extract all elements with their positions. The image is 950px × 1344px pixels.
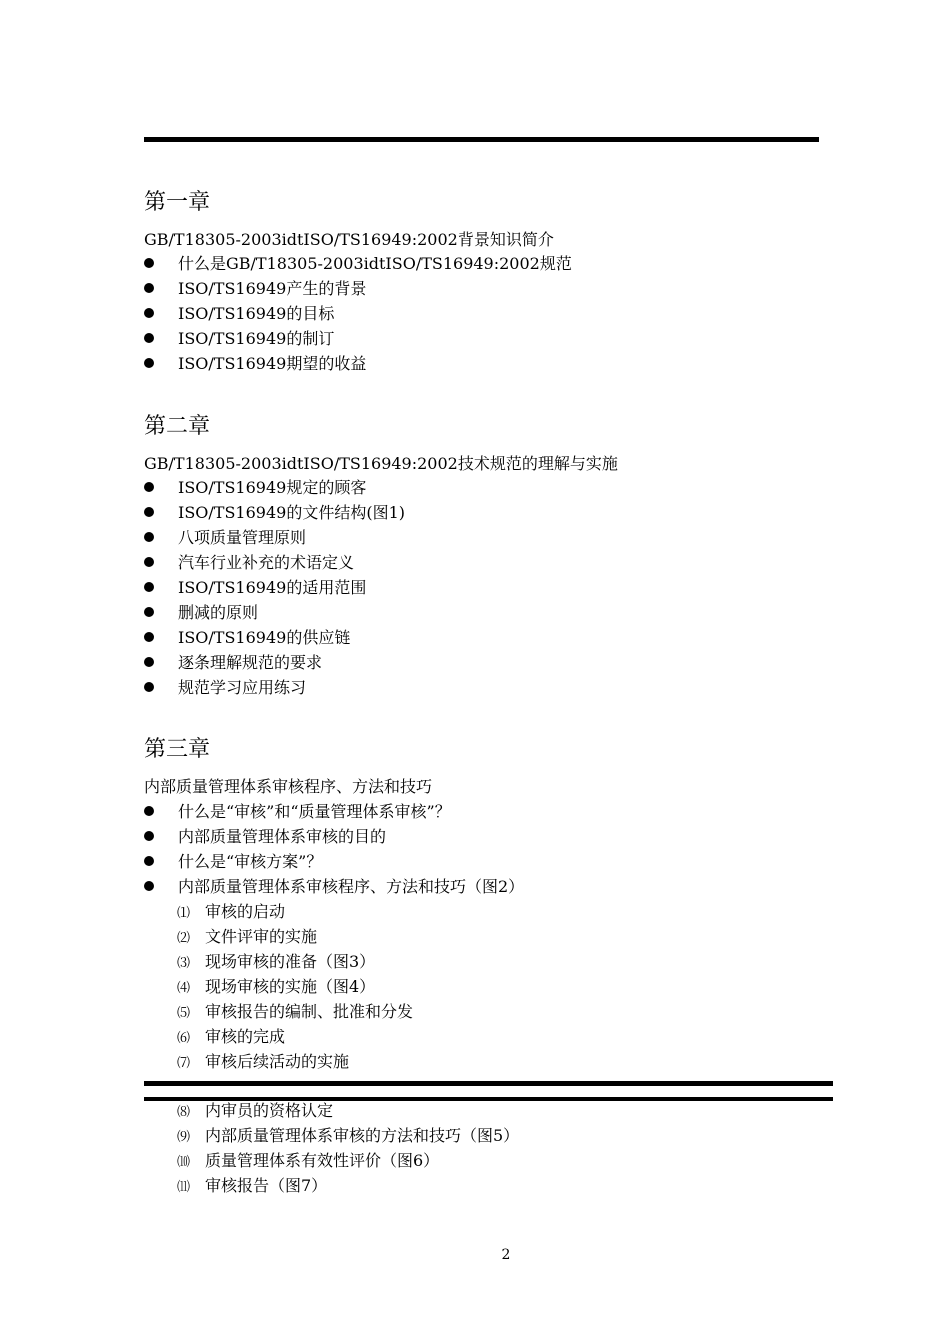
bullet-icon <box>144 607 154 617</box>
chapter-2-subtitle: GB/T18305-2003idtISO/TS16949:2002技术规范的理解与实施 <box>144 454 618 473</box>
list-item: 逐条理解规范的要求 <box>144 652 322 674</box>
list-item: 什么是“审核”和“质量管理体系审核”？ <box>144 801 451 823</box>
top-rule <box>144 137 819 142</box>
list-item: ISO/TS16949规定的顾客 <box>144 477 366 499</box>
page-number: 2 <box>501 1247 511 1263</box>
list-item: ISO/TS16949产生的背景 <box>144 278 366 300</box>
list-item: ISO/TS16949的供应链 <box>144 627 350 649</box>
bullet-icon <box>144 682 154 692</box>
list-item: 内部质量管理体系审核的目的 <box>144 826 386 848</box>
list-item: ISO/TS16949的文件结构(图1) <box>144 502 405 524</box>
chapter-2-title: 第二章 <box>144 414 211 439</box>
bullet-icon <box>144 856 154 866</box>
bullet-icon <box>144 582 154 592</box>
chapter-3-subtitle: 内部质量管理体系审核程序、方法和技巧 <box>144 777 433 796</box>
sub-list-item: ⑸ 审核报告的编制、批准和分发 <box>177 1002 414 1021</box>
list-item: 规范学习应用练习 <box>144 677 306 699</box>
sub-list-item: ⑻ 内审员的资格认定 <box>177 1101 334 1120</box>
bullet-icon <box>144 831 154 841</box>
bullet-icon <box>144 333 154 343</box>
list-item: ISO/TS16949的适用范围 <box>144 577 366 599</box>
sub-list-item: ⑷ 现场审核的实施（图4） <box>177 977 376 996</box>
bullet-icon <box>144 532 154 542</box>
bullet-icon <box>144 308 154 318</box>
bullet-icon <box>144 482 154 492</box>
sub-list-item: ⑺ 审核后续活动的实施 <box>177 1052 350 1071</box>
list-item: 什么是GB/T18305-2003idtISO/TS16949:2002规范 <box>144 253 572 275</box>
bullet-icon <box>144 557 154 567</box>
sub-list-item: ⑹ 审核的完成 <box>177 1027 286 1046</box>
sub-list-item: ⑴ 审核的启动 <box>177 902 286 921</box>
bullet-icon <box>144 881 154 891</box>
bullet-icon <box>144 507 154 517</box>
sub-list-item: ⑽ 质量管理体系有效性评价（图6） <box>177 1151 440 1170</box>
sub-list-item: ⑵ 文件评审的实施 <box>177 927 318 946</box>
sub-list-item: ⑶ 现场审核的准备（图3） <box>177 952 376 971</box>
chapter-1-subtitle: GB/T18305-2003idtISO/TS16949:2002背景知识简介 <box>144 230 554 249</box>
list-item: 内部质量管理体系审核程序、方法和技巧（图2） <box>144 876 524 898</box>
bullet-icon <box>144 283 154 293</box>
list-item: 八项质量管理原则 <box>144 527 306 549</box>
sub-list-item: ⑾ 审核报告（图7） <box>177 1176 328 1195</box>
chapter-1-title: 第一章 <box>144 190 211 215</box>
bullet-icon <box>144 806 154 816</box>
list-item: ISO/TS16949期望的收益 <box>144 353 366 375</box>
list-item: ISO/TS16949的目标 <box>144 303 334 325</box>
bullet-icon <box>144 657 154 667</box>
list-item: 什么是“审核方案”？ <box>144 851 322 873</box>
sub-list-item: ⑼ 内部质量管理体系审核的方法和技巧（图5） <box>177 1126 520 1145</box>
list-item: 汽车行业补充的术语定义 <box>144 552 354 574</box>
bullet-icon <box>144 632 154 642</box>
chapter-3-title: 第三章 <box>144 737 211 762</box>
bullet-icon <box>144 358 154 368</box>
section-rule-upper <box>144 1081 833 1086</box>
list-item: ISO/TS16949的制订 <box>144 328 334 350</box>
bullet-icon <box>144 258 154 268</box>
list-item: 删减的原则 <box>144 602 258 624</box>
